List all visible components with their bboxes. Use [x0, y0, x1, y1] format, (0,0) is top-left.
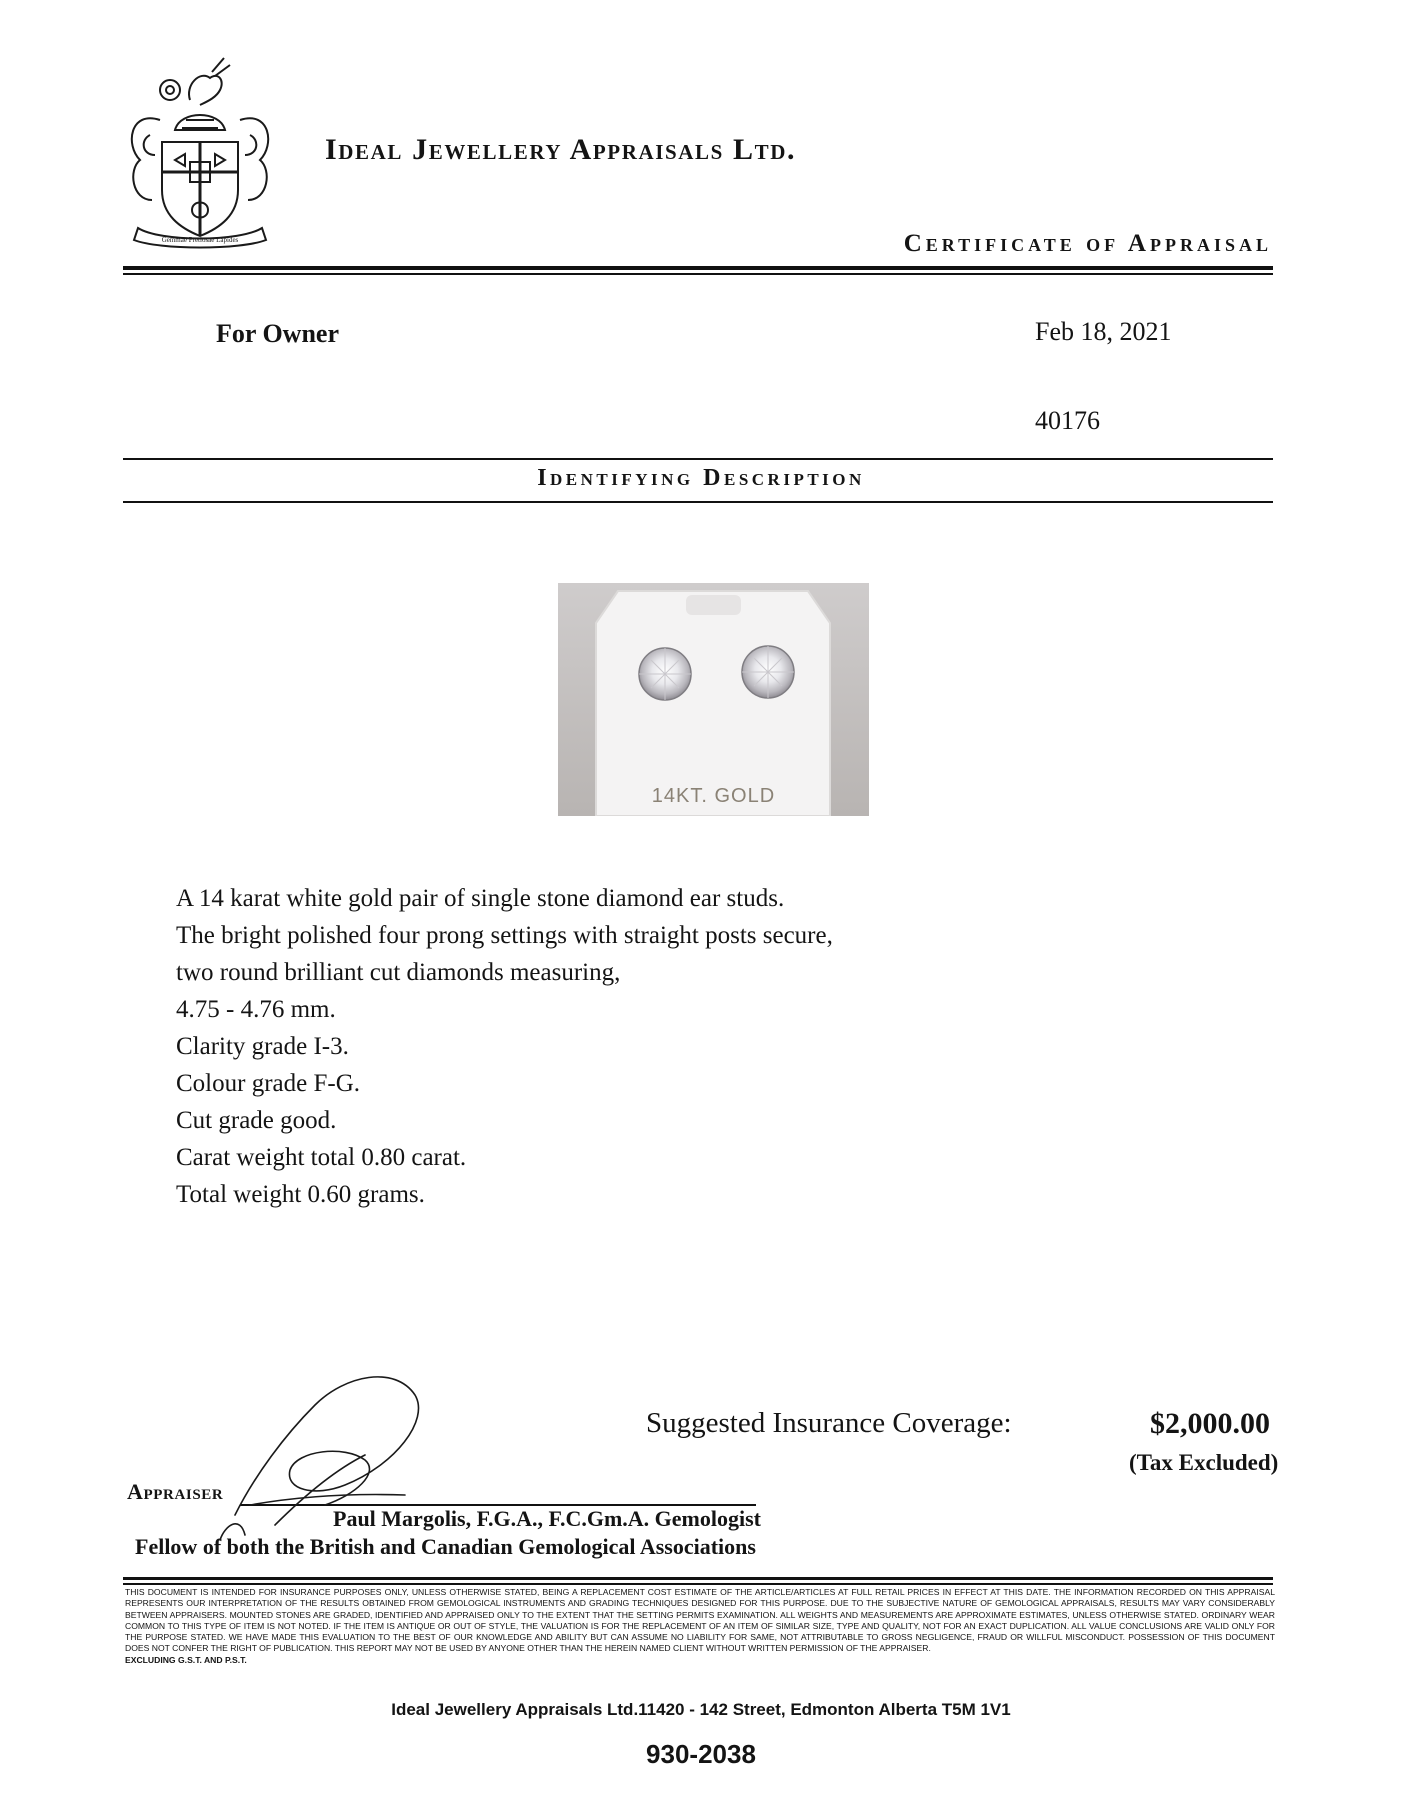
section-rule-top	[123, 458, 1273, 460]
description-line: Clarity grade I-3.	[176, 1033, 349, 1060]
item-description	[176, 880, 833, 1213]
insurance-value: $2,000.00	[1150, 1407, 1270, 1440]
disclaimer	[125, 1587, 1275, 1666]
footer-address: Ideal Jewellery Appraisals Ltd.11420 - 142 Street, Edmonton Alberta T5M 1V1	[391, 1700, 1011, 1719]
disclaimer-text: THIS DOCUMENT IS INTENDED FOR INSURANCE PURPOSES ONLY, UNLESS OTHERWISE STATED, BEING A REPLACEMENT COST ESTIMATE OF THE ARTICLE/ARTICLES AT FULL RETAIL PRICES IN EFFECT AT THIS DATE. THE INFORMATION RECORDED ON THIS APPRAISAL REPRESENTS OUR INTERPRETATION OF THE RESULTS OBTAINED FROM GEMOLOGICAL INSTRUMENTS AND GRADING TECHNIQUES DESIGNED FOR THIS PURPOSE. DUE TO THE SUBJECTIVE NATURE OF GEMOLOGICAL APPRAISALS, RESULTS MAY VARY CONSIDERABLY BETWEEN APPRAISERS. MOUNTED STONES ARE GRADED, IDENTIFIED AND APPRAISED ONLY TO THE EXTENT THAT THE SETTING PERMITS EXAMINATION. ALL WEIGHTS AND MEASUREMENTS ARE APPROXIMATE ESTIMATES, UNLESS OTHERWISE STATED. ORDINARY WEAR COMMON TO THIS TYPE OF ITEM IS NOT NOTED. IF THE ITEM IS ANTIQUE OR OUT OF STYLE, THE VALUATION IS FOR THE REPLACEMENT OF AN ITEM OF SIMILAR SIZE, TYPE AND QUALITY, NOT FOR AN EXACT DUPLICATION. ALL VALUE CONCLUSIONS ARE VALID ONLY FOR THE PURPOSE STATED. WE HAVE MADE THIS EVALUATION TO THE BEST OF OUR KNOWLEDGE AND ABILITY BUT CAN ASSUME NO LIABILITY FOR SAME, NOT ATTRIBUTABLE TO GROSS NEGLIGENCE, FRAUD OR WILLFUL MISCONDUCT. POSSESSION OF THIS DOCUMENT DOES NOT CONFER THE RIGHT OF PUBLICATION. THIS REPORT MAY NOT BE USED BY ANYONE OTHER THAN THE HEREIN NAMED CLIENT WITHOUT WRITTEN PERMISSION OF THE APPRAISER.	[125, 1587, 1275, 1654]
crest-logo	[120, 50, 280, 250]
photo-label: 14KT. GOLD	[651, 785, 776, 807]
description-line: Cut grade good.	[176, 1107, 337, 1134]
appraiser-name: Paul Margolis, F.G.A., F.C.Gm.A. Gemologist	[333, 1506, 761, 1531]
header-rule-thick	[123, 266, 1273, 270]
diamond-stud-left	[639, 648, 691, 700]
description-line: Total weight 0.60 grams.	[176, 1181, 425, 1208]
footer-rule-thin	[123, 1583, 1273, 1585]
diamond-stud-right	[742, 646, 794, 698]
footer-rule-thick	[123, 1577, 1273, 1580]
appraiser-fellowship: Fellow of both the British and Canadian Gemological Associations	[135, 1534, 756, 1559]
description-line: two round brilliant cut diamonds measuring,	[176, 959, 621, 986]
disclaimer-tax-note: EXCLUDING G.S.T. AND P.S.T.	[125, 1654, 247, 1665]
footer-phone: 930-2038	[646, 1739, 756, 1769]
header-rule-thin	[123, 273, 1273, 275]
section-rule-bottom	[123, 501, 1273, 503]
description-line: Colour grade F-G.	[176, 1070, 360, 1097]
certificate-title: Certificate of Appraisal	[903, 230, 1272, 257]
description-line: 4.75 - 4.76 mm.	[176, 996, 336, 1023]
appraiser-label: Appraiser	[127, 1479, 224, 1504]
tax-note: (Tax Excluded)	[1129, 1450, 1279, 1475]
company-name: Ideal Jewellery Appraisals Ltd.	[325, 133, 797, 166]
certificate-number: 40176	[1035, 406, 1100, 435]
description-line: The bright polished four prong settings with straight posts secure,	[176, 922, 833, 949]
description-line: Carat weight total 0.80 carat.	[176, 1144, 467, 1171]
section-title: Identifying Description	[537, 465, 865, 491]
earring-photo-drawing	[558, 583, 869, 816]
earring-photo	[558, 583, 869, 816]
insurance-label: Suggested Insurance Coverage:	[646, 1407, 1012, 1439]
owner-label: For Owner	[216, 319, 339, 348]
signature	[215, 1365, 535, 1550]
description-line: A 14 karat white gold pair of single stone diamond ear studs.	[176, 885, 785, 912]
crest-motto: Gemmae Pretiosae Lapides	[161, 236, 239, 244]
appraisal-date: Feb 18, 2021	[1035, 317, 1172, 346]
